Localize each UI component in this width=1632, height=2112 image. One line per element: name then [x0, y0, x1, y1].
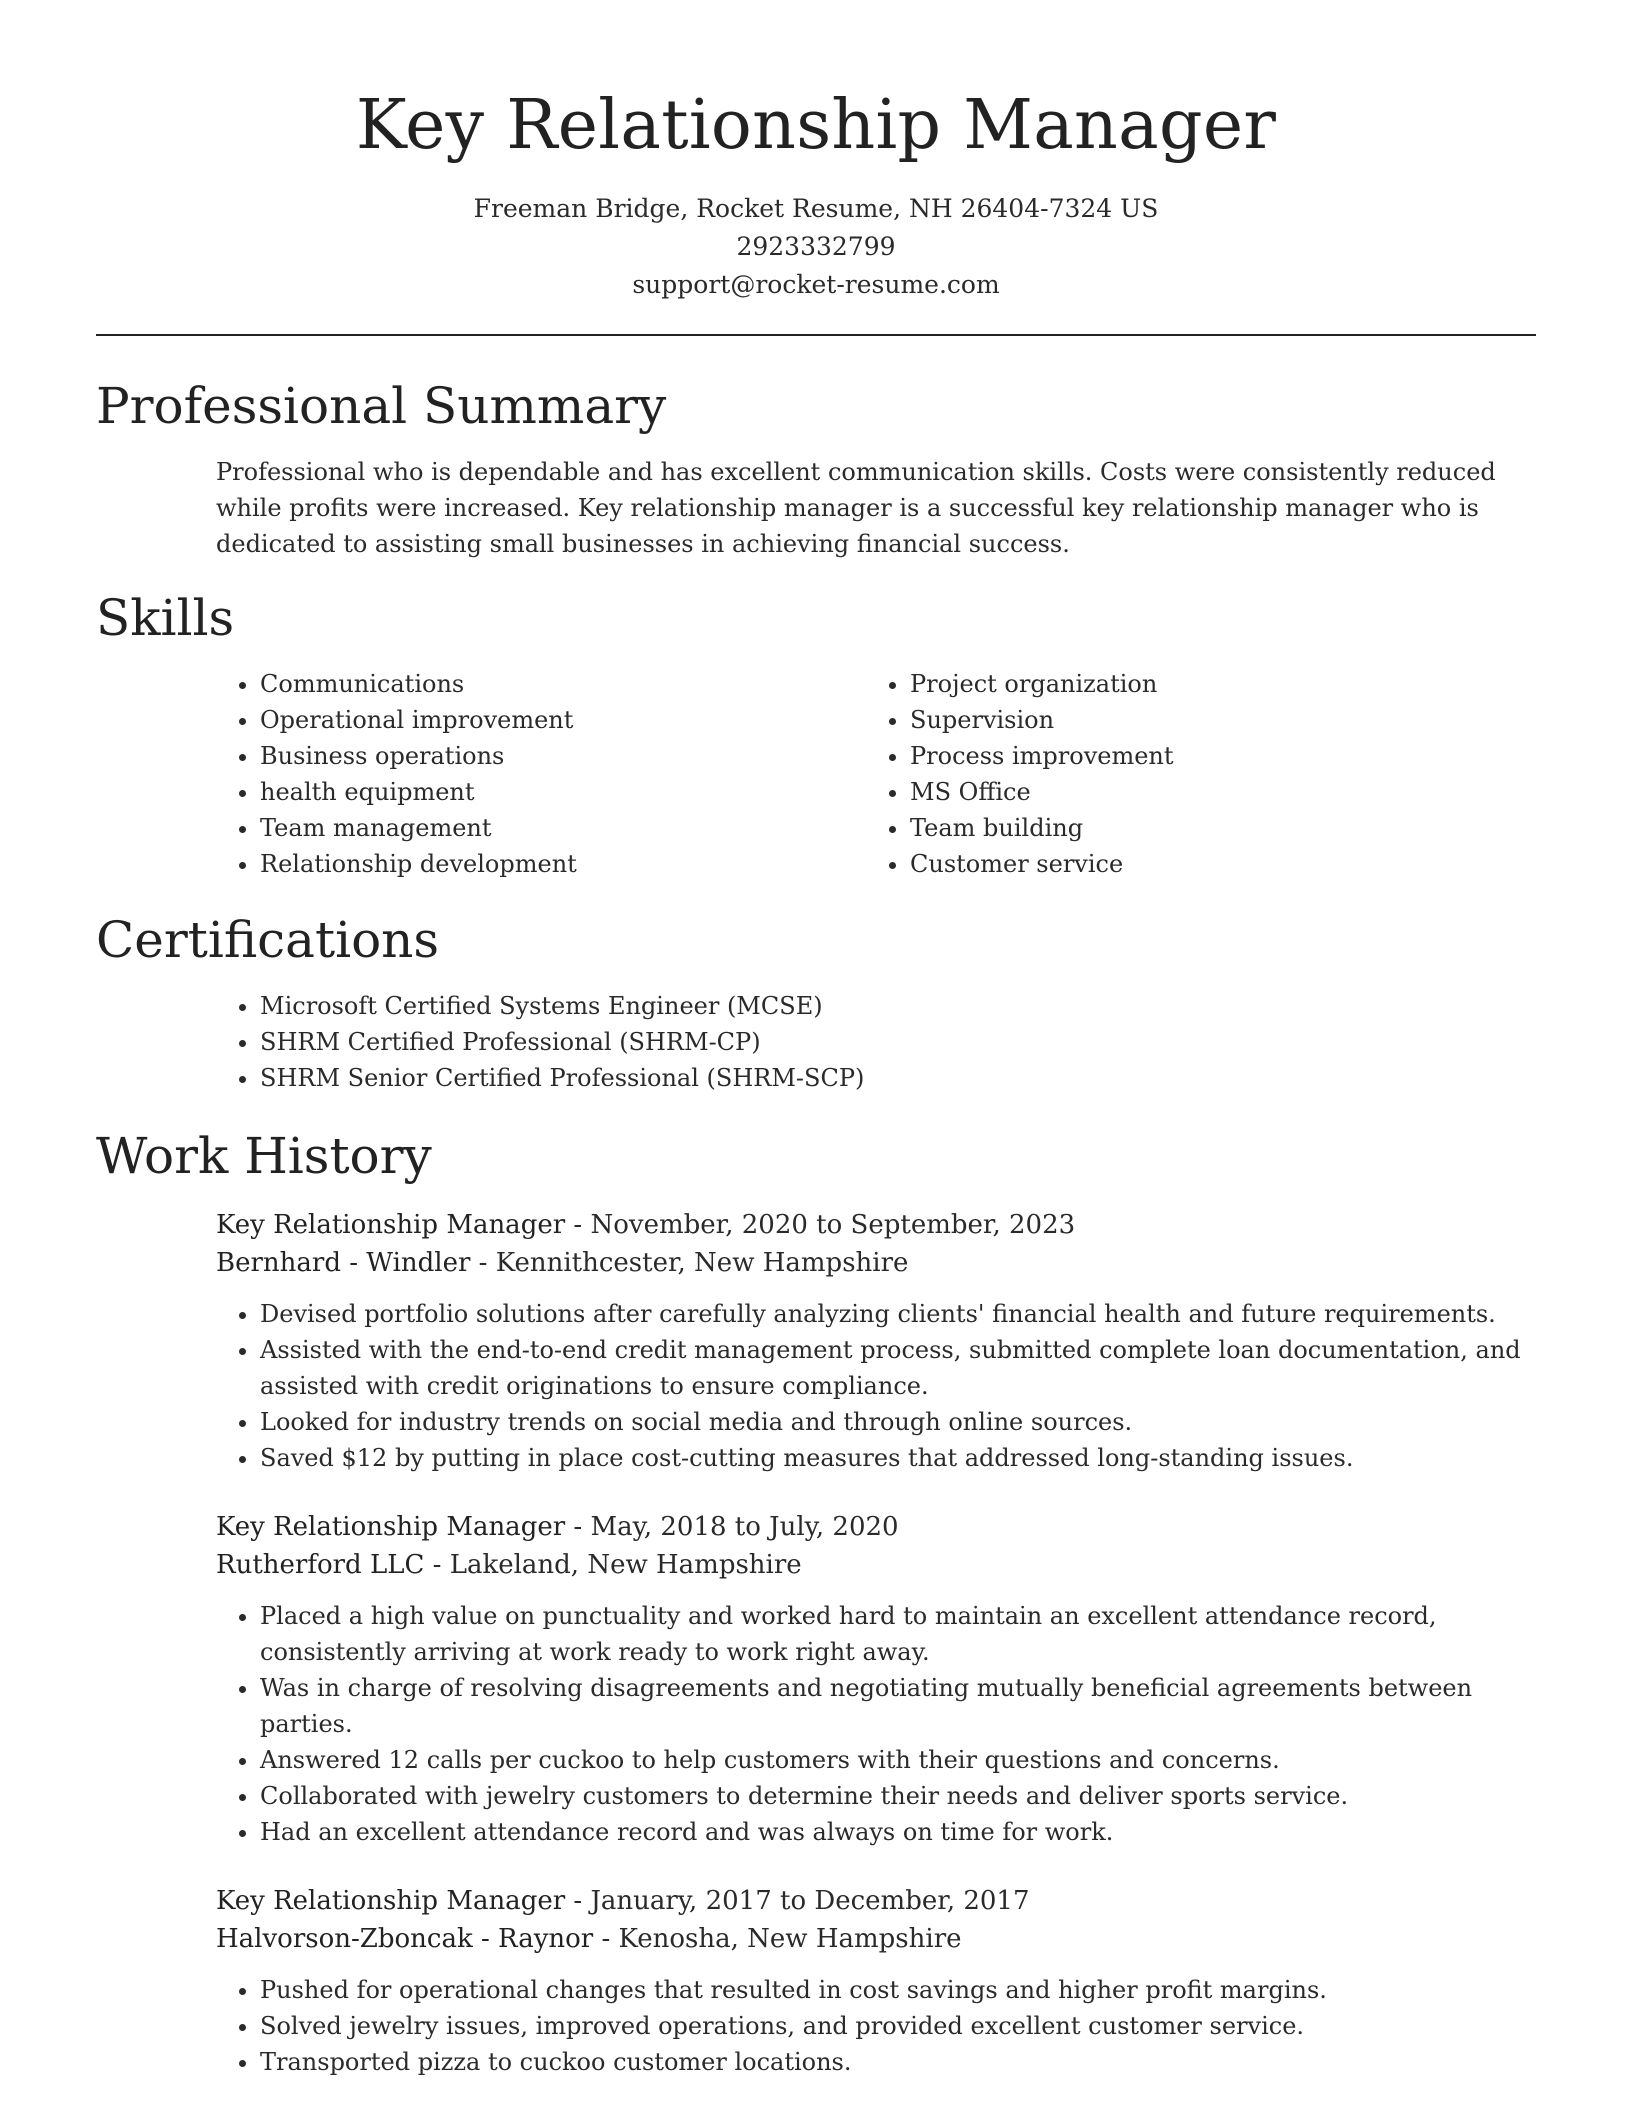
- job-company-line: [216, 1244, 1536, 1282]
- candidate-name: Key Relationship Manager: [355, 86, 1277, 165]
- certification-item: • SHRM Senior Certified Professional (SHRM-SCP): [260, 1060, 1536, 1096]
- skill-item: • Business operations: [260, 738, 866, 774]
- skill-item: • Supervision: [910, 702, 1516, 738]
- job-dates: - May, 2018 to July, 2020: [565, 1512, 899, 1542]
- phone: 2923332799: [736, 232, 896, 261]
- job-dates: - January, 2017 to December, 2017: [565, 1886, 1030, 1916]
- resume-page: [96, 0, 1536, 2080]
- job-role: Key Relationship Manager: [216, 1886, 566, 1916]
- skill-item: • Relationship development: [260, 846, 866, 882]
- job-bullet: • Had an excellent attendance record and was always on time for work.: [260, 1814, 1536, 1850]
- job-location: - Lakeland, New Hampshire: [424, 1550, 802, 1580]
- certifications-list: [216, 988, 1536, 1096]
- skill-item: • Communications: [260, 666, 866, 702]
- certification-item: • SHRM Certified Professional (SHRM-CP): [260, 1024, 1536, 1060]
- job-company: Bernhard - Windler: [216, 1248, 471, 1278]
- work-history-title: Work History: [96, 1127, 432, 1185]
- job-entry: [216, 1206, 1536, 1476]
- job-company: Rutherford LLC: [216, 1550, 425, 1580]
- job-bullet: • Placed a high value on punctuality and worked hard to maintain an excellent attendance record, consistently arriving at work ready to work right away.: [260, 1598, 1536, 1670]
- skill-item: • Customer service: [910, 846, 1516, 882]
- skills-title: Skills: [96, 589, 235, 647]
- job-entry: [216, 1508, 1536, 1850]
- skill-item: • Operational improvement: [260, 702, 866, 738]
- job-bullets: [216, 1972, 1536, 2080]
- job-bullet: • Transported pizza to cuckoo customer locations.: [260, 2044, 1536, 2080]
- email: support@rocket-resume.com: [632, 270, 1000, 299]
- job-bullet: • Saved $12 by putting in place cost-cutting measures that addressed long-standing issues.: [260, 1440, 1536, 1476]
- resume-header: [96, 0, 1536, 304]
- skill-item: • MS Office: [910, 774, 1516, 810]
- summary-title: Professional Summary: [96, 377, 667, 435]
- contact-info: [96, 190, 1536, 304]
- job-location: - Kennithcester, New Hampshire: [470, 1248, 909, 1278]
- job-title-line: [216, 1882, 1536, 1920]
- header-divider: [96, 334, 1536, 336]
- job-role: Key Relationship Manager: [216, 1512, 566, 1542]
- skill-item: • Team management: [260, 810, 866, 846]
- skills-right-column: [866, 666, 1516, 882]
- skills-grid: [216, 666, 1536, 882]
- address: Freeman Bridge, Rocket Resume, NH 26404-7324 US: [473, 194, 1159, 223]
- job-bullet: • Pushed for operational changes that resulted in cost savings and higher profit margins.: [260, 1972, 1536, 2008]
- job-bullet: • Was in charge of resolving disagreements and negotiating mutually beneficial agreements between parties.: [260, 1670, 1536, 1742]
- job-location: - Kenosha, New Hampshire: [593, 1924, 962, 1954]
- certifications-section: [96, 910, 1536, 1096]
- job-dates: - November, 2020 to September, 2023: [565, 1210, 1076, 1240]
- job-bullet: • Solved jewelry issues, improved operations, and provided excellent customer service.: [260, 2008, 1536, 2044]
- skills-section: [96, 588, 1536, 882]
- job-role: Key Relationship Manager: [216, 1210, 566, 1240]
- job-company-line: [216, 1546, 1536, 1584]
- work-history-section: [96, 1126, 1536, 2080]
- job-bullet: • Devised portfolio solutions after carefully analyzing clients' financial health and future requirements.: [260, 1296, 1536, 1332]
- job-bullets: [216, 1598, 1536, 1850]
- skills-left-column: [216, 666, 866, 882]
- skill-item: • Team building: [910, 810, 1516, 846]
- job-company-line: [216, 1920, 1536, 1958]
- job-title-line: [216, 1206, 1536, 1244]
- summary-text: Professional who is dependable and has excellent communication skills. Costs were consistently reduced while profits were increased. Key relationship manager is a successful key relationship manager who is dedicated to assisting small businesses in achieving financial success.: [216, 458, 1496, 558]
- certifications-list-wrapper: [216, 988, 1536, 1096]
- job-company: Halvorson-Zboncak - Raynor: [216, 1924, 594, 1954]
- job-entry: [216, 1882, 1536, 2080]
- job-bullet: • Assisted with the end-to-end credit management process, submitted complete loan documentation, and assisted with credit originations to ensure compliance.: [260, 1332, 1536, 1404]
- job-bullet: • Answered 12 calls per cuckoo to help customers with their questions and concerns.: [260, 1742, 1536, 1778]
- job-title-line: [216, 1508, 1536, 1546]
- summary-section: [96, 376, 1536, 562]
- skill-item: • health equipment: [260, 774, 866, 810]
- certifications-title: Certifications: [96, 911, 440, 969]
- certification-item: • Microsoft Certified Systems Engineer (MCSE): [260, 988, 1536, 1024]
- job-bullet: • Collaborated with jewelry customers to determine their needs and deliver sports service.: [260, 1778, 1536, 1814]
- job-bullets: [216, 1296, 1536, 1476]
- skill-item: • Project organization: [910, 666, 1516, 702]
- skill-item: • Process improvement: [910, 738, 1516, 774]
- job-bullet: • Looked for industry trends on social media and through online sources.: [260, 1404, 1536, 1440]
